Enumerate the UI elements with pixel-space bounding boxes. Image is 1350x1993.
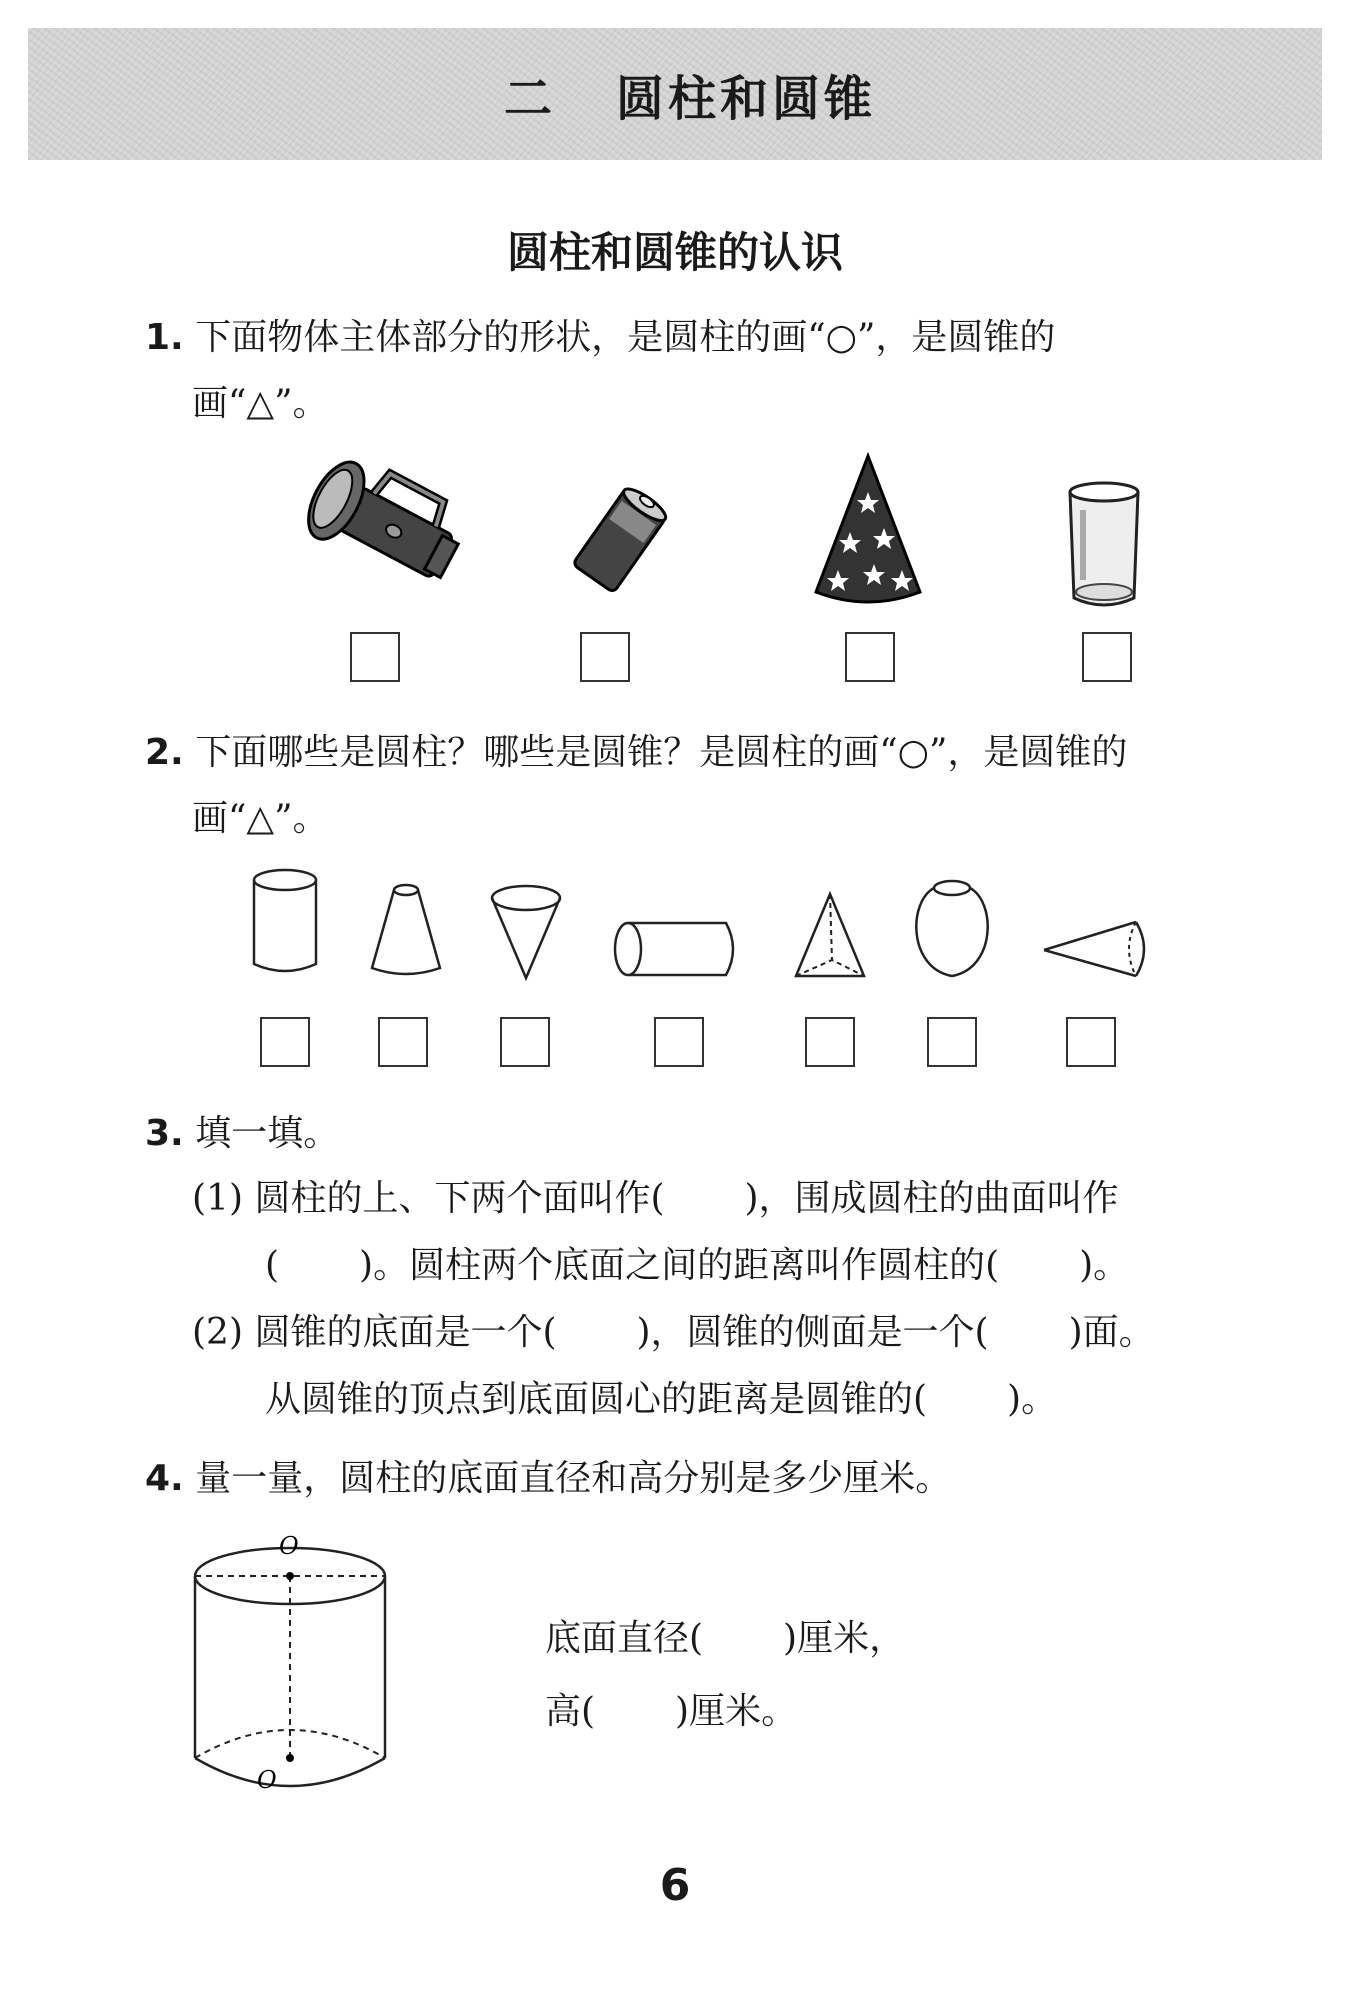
bottom-center-label: O xyxy=(257,1766,277,1794)
q2-answer-box-2[interactable] xyxy=(378,1017,428,1067)
q4-diameter-text-a: 底面直径( xyxy=(545,1618,704,1659)
shape-frustum xyxy=(368,880,444,980)
q2-answer-box-7[interactable] xyxy=(1066,1017,1116,1067)
q3-part2-number: (2) xyxy=(192,1312,243,1353)
q3-part1-text-b: )，围成圆柱的曲面叫作 xyxy=(744,1178,1119,1219)
q3-part2-text-a: 圆锥的底面是一个( xyxy=(254,1312,557,1353)
shape-cone-sideways xyxy=(1040,916,1152,982)
top-center-label: O xyxy=(279,1532,299,1560)
q2-answer-box-3[interactable] xyxy=(500,1017,550,1067)
party-hat-image xyxy=(808,452,928,612)
q3-part2-line1 xyxy=(192,1304,1155,1355)
q3-part1-number: (1) xyxy=(192,1178,243,1219)
shape-cylinder-upright xyxy=(250,868,320,980)
q2-answer-box-6[interactable] xyxy=(927,1017,977,1067)
shape-cylinder-horizontal xyxy=(612,918,744,980)
q4-height-line xyxy=(545,1683,797,1734)
q4-text: 量一量，圆柱的底面直径和高分别是多少厘米。 xyxy=(195,1458,952,1499)
q4-height-text-b: )厘米。 xyxy=(675,1691,798,1732)
q4-heading xyxy=(145,1450,951,1501)
q3-part1-text-a: 圆柱的上、下两个面叫作( xyxy=(254,1178,665,1219)
q3-part1-line1 xyxy=(192,1170,1119,1221)
q2-text-line2: 画“△”。 xyxy=(192,798,329,839)
chapter-number: 二 xyxy=(503,70,556,127)
q2-answer-box-1[interactable] xyxy=(260,1017,310,1067)
q1-text-line1: 下面物体主体部分的形状，是圆柱的画“○”，是圆锥的 xyxy=(195,317,1056,358)
q1-answer-box-2[interactable] xyxy=(580,632,630,682)
q3-part1-text-c: ( xyxy=(265,1245,280,1286)
q3-heading xyxy=(145,1105,339,1156)
q3-part2-text-d: 从圆锥的顶点到底面圆心的距离是圆锥的( xyxy=(265,1379,928,1420)
battery-image xyxy=(565,485,675,595)
q1-answer-box-4[interactable] xyxy=(1082,632,1132,682)
q1-text-line2: 画“△”。 xyxy=(192,383,329,424)
chapter-title xyxy=(504,60,876,129)
q3-part1-line2 xyxy=(265,1237,1129,1288)
question-1 xyxy=(145,305,1255,437)
page-number: 6 xyxy=(659,1860,691,1911)
chapter-banner xyxy=(28,28,1322,160)
q3-part1-text-e: )。 xyxy=(1079,1245,1130,1286)
q4-height-text-a: 高( xyxy=(545,1691,596,1732)
shape-rounded-vase xyxy=(912,872,992,982)
q2-answer-box-4[interactable] xyxy=(654,1017,704,1067)
q1-answer-box-1[interactable] xyxy=(350,632,400,682)
q3-title: 填一填。 xyxy=(195,1113,340,1154)
q3-part2-text-b: )，圆锥的侧面是一个( xyxy=(636,1312,989,1353)
q3-part1-text-d: )。圆柱两个底面之间的距离叫作圆柱的( xyxy=(359,1245,1000,1286)
q4-diameter-line xyxy=(545,1610,905,1661)
shape-inverted-cone xyxy=(488,882,564,982)
q4-diameter-text-b: )厘米， xyxy=(783,1618,906,1659)
question-2 xyxy=(145,720,1275,852)
q2-text-line1: 下面哪些是圆柱？哪些是圆锥？是圆柱的画“○”，是圆锥的 xyxy=(195,732,1128,773)
q1-answer-box-3[interactable] xyxy=(845,632,895,682)
flashlight-image xyxy=(290,455,470,595)
shape-pyramid xyxy=(792,890,868,982)
q4-number: 4. xyxy=(145,1458,184,1499)
chapter-name: 圆柱和圆锥 xyxy=(616,70,877,127)
glass-cup-image xyxy=(1064,480,1144,615)
q3-part2-text-e: )。 xyxy=(1007,1379,1058,1420)
q3-part2-line2 xyxy=(265,1371,1057,1422)
q2-answer-box-5[interactable] xyxy=(805,1017,855,1067)
q3-part2-text-c: )面。 xyxy=(1068,1312,1155,1353)
q3-number: 3. xyxy=(145,1113,184,1154)
section-title: 圆柱和圆锥的认识 xyxy=(506,228,843,277)
q1-number: 1. xyxy=(145,317,184,358)
measure-cylinder-diagram xyxy=(185,1530,395,1800)
q2-number: 2. xyxy=(145,732,184,773)
